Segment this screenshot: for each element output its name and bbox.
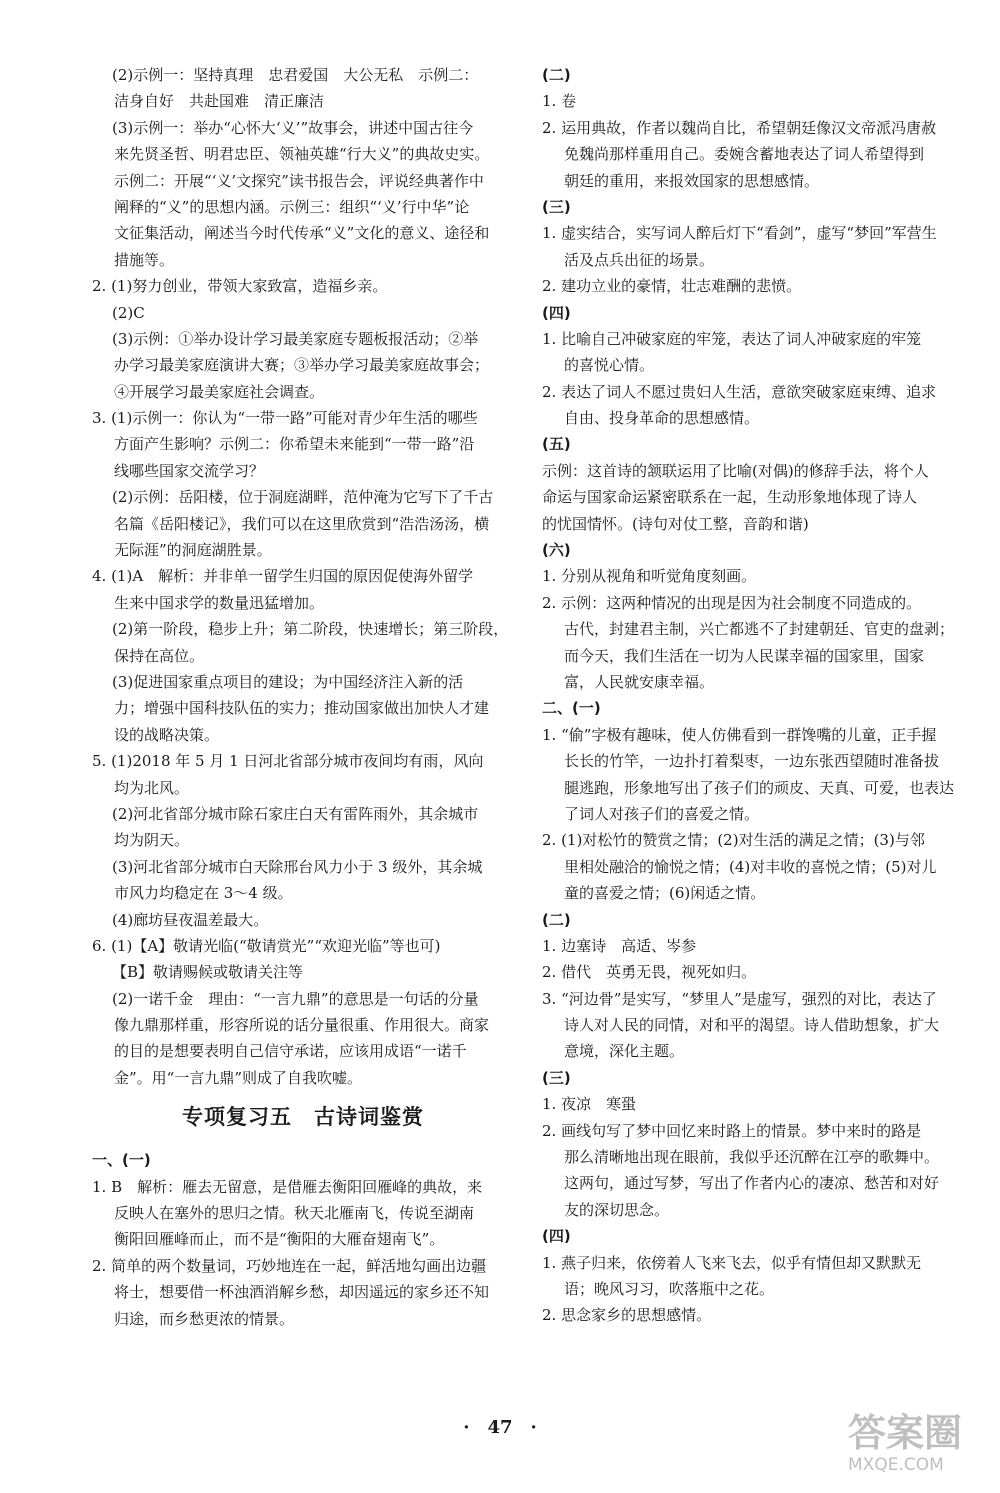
section-heading: (二) bbox=[542, 910, 571, 929]
text-line: 3. “河边骨”是实写，“梦里人”是虚写，强烈的对比，表达了 bbox=[542, 989, 937, 1008]
text-line: (3)河北省部分城市白天除邢台风力小于 3 级外，其余城 bbox=[112, 857, 483, 876]
text-line: 6. (1)【A】敬请光临(“敬请赏光”“欢迎光临”等也可) bbox=[92, 936, 441, 955]
text-line: 来先贤圣哲、明君忠臣、领袖英雄“行大义”的典故史实。 bbox=[114, 145, 490, 164]
watermark-logo bbox=[848, 1412, 988, 1480]
left-answer-lines bbox=[92, 62, 514, 1091]
text-line: 均为阴天。 bbox=[114, 831, 190, 850]
text-line: 里相处融洽的愉悦之情；(4)对丰收的喜悦之情；(5)对儿 bbox=[564, 857, 937, 876]
text-line: 示例：这首诗的颔联运用了比喻(对偶)的修辞手法，将个人 bbox=[542, 461, 929, 480]
text-line: 4. (1)A 解析：并非单一留学生归国的原因促使海外留学 bbox=[92, 567, 474, 586]
text-line: 2. 简单的两个数量词，巧妙地连在一起，鲜活地勾画出边疆 bbox=[92, 1256, 487, 1275]
text-line: 设的战略决策。 bbox=[114, 725, 220, 744]
text-line: 这两句，通过写梦，写出了作者内心的凄凉、愁苦和对好 bbox=[564, 1174, 940, 1193]
watermark-url: MXQE.COM bbox=[848, 1455, 944, 1475]
text-line: (2)示例一：坚持真理 忠君爱国 大公无私 示例二： bbox=[112, 66, 479, 84]
section-heading: 二、(一) bbox=[542, 699, 601, 718]
left-column bbox=[92, 62, 514, 1332]
text-line: (2)C bbox=[112, 303, 145, 322]
text-line: 像九鼎那样重，形容所说的话分量很重、作用很大。商家 bbox=[114, 1016, 490, 1035]
section-heading: (四) bbox=[542, 303, 571, 322]
text-line: 命运与国家命运紧密联系在一起，生动形象地体现了诗人 bbox=[542, 488, 918, 507]
text-line: 名篇《岳阳楼记》，我们可以在这里欣赏到“浩浩汤汤，横 bbox=[114, 514, 490, 533]
text-line: 【B】敬请赐候或敬请关注等 bbox=[112, 963, 304, 982]
section-heading: (五) bbox=[542, 435, 571, 454]
text-line: (2)一诺千金 理由：“一言九鼎”的意思是一句话的分量 bbox=[112, 989, 479, 1008]
text-line: 力；增强中国科技队伍的实力；推动国家做出加快人才建 bbox=[114, 699, 490, 718]
section-heading: (四) bbox=[542, 1227, 571, 1246]
text-line: 2. 运用典故，作者以魏尚自比，希望朝廷像汉文帝派冯唐赦 bbox=[542, 118, 937, 137]
text-line: (3)示例一：举办“心怀大‘义’”故事会，讲述中国古往今 bbox=[112, 118, 474, 137]
text-line: 归途，而乡愁更浓的情景。 bbox=[114, 1309, 295, 1328]
text-line: 方面产生影响？示例二：你希望未来能到“一带一路”沿 bbox=[114, 435, 475, 454]
text-line: 2. (1)对松竹的赞赏之情；(2)对生活的满足之情；(3)与邻 bbox=[542, 831, 925, 850]
section-heading: (三) bbox=[542, 1068, 571, 1087]
section-heading: (三) bbox=[542, 197, 571, 216]
section-heading: (六) bbox=[542, 541, 571, 560]
text-line: 2. (1)努力创业，带领大家致富，造福乡亲。 bbox=[92, 277, 388, 296]
text-line: 自由、投身革命的思想感情。 bbox=[564, 409, 760, 428]
text-line: 的喜悦心情。 bbox=[564, 356, 655, 375]
text-line: 衡阳回雁峰而止，而不是“衡阳的大雁奋翅南飞”。 bbox=[114, 1230, 445, 1249]
text-line: (2)河北省部分城市除石家庄白天有雷阵雨外，其余城市 bbox=[112, 804, 479, 823]
text-line: 长长的竹竿，一边扑打着梨枣，一边东张西望随时准备拔 bbox=[564, 752, 940, 771]
text-line: 友的深切思念。 bbox=[564, 1200, 670, 1219]
text-line: 无际涯”的洞庭湖胜景。 bbox=[114, 541, 272, 560]
text-line: 1. 卷 bbox=[542, 92, 577, 111]
text-line: 童的喜爱之情；(6)闲适之情。 bbox=[564, 884, 766, 903]
right-answer-lines bbox=[542, 62, 974, 1329]
text-line: 2. 思念家乡的思想感情。 bbox=[542, 1306, 712, 1325]
section-heading: 一、(一) bbox=[92, 1151, 151, 1170]
text-line: (2)第一阶段，稳步上升；第二阶段，快速增长；第三阶段， bbox=[112, 620, 509, 639]
text-line: 将士，想要借一杯浊酒消解乡愁，却因遥远的家乡还不知 bbox=[114, 1283, 490, 1302]
text-line: 1. 燕子归来，依傍着人飞来飞去，似乎有情但却又默默无 bbox=[542, 1253, 922, 1272]
text-line: (3)示例：①举办设计学习最美家庭专题板报活动；②举 bbox=[112, 329, 479, 348]
text-line: 市风力均稳定在 3～4 级。 bbox=[114, 884, 293, 903]
text-line: 古代，封建君主制，兴亡都逃不了封建朝廷、官吏的盘剥； bbox=[564, 620, 955, 639]
text-line: 示例二：开展“‘义’文探究”读书报告会，评说经典著作中 bbox=[114, 171, 484, 190]
text-line: 而今天，我们生活在一切为人民谋幸福的国家里，国家 bbox=[564, 646, 925, 665]
section-heading: (二) bbox=[542, 66, 571, 84]
text-line: 2. 建功立业的豪情，壮志难酬的悲愤。 bbox=[542, 277, 802, 296]
text-line: 的目的是想要表明自己信守承诺，应该用成语“一诺千 bbox=[114, 1042, 467, 1061]
text-line: 办学习最美家庭演讲大赛；③举办学习最美家庭故事会； bbox=[114, 356, 490, 375]
text-line: 阐释的“义”的思想内涵。示例三：组织“‘义’行中华”论 bbox=[114, 197, 470, 216]
right-column bbox=[542, 62, 974, 1329]
text-line: 保持在高位。 bbox=[114, 646, 205, 665]
text-line: 语；晚风习习，吹落瓶中之花。 bbox=[564, 1279, 775, 1298]
text-line: 2. 画线句写了梦中回忆来时路上的情景。梦中来时的路是 bbox=[542, 1121, 922, 1140]
text-line: 诗人对人民的同情，对和平的渴望。诗人借助想象，扩大 bbox=[564, 1016, 940, 1035]
text-line: 金”。用“一言九鼎”则成了自我吹嘘。 bbox=[114, 1068, 363, 1087]
text-line: 富，人民就安康幸福。 bbox=[564, 672, 715, 691]
text-line: 朝廷的重用，来报效国家的思想感情。 bbox=[564, 171, 820, 190]
text-line: 1. “偷”字极有趣味，使人仿佛看到一群馋嘴的儿童，正手握 bbox=[542, 725, 937, 744]
page-number: · 47 · bbox=[463, 1417, 537, 1438]
text-line: 均为北风。 bbox=[114, 778, 190, 797]
left-poetry-lines bbox=[92, 1147, 514, 1332]
text-line: 生来中国求学的数量迅猛增加。 bbox=[114, 593, 325, 612]
text-line: 5. (1)2018 年 5 月 1 日河北省部分城市夜间均有雨，风向 bbox=[92, 752, 484, 771]
text-line: 2. 示例：这两种情况的出现是因为社会制度不同造成的。 bbox=[542, 593, 922, 612]
text-line: 2. 表达了词人不愿过贵妇人生活，意欲突破家庭束缚、追求 bbox=[542, 382, 937, 401]
text-line: 1. 边塞诗 高适、岑参 bbox=[542, 936, 697, 955]
text-line: (4)廊坊昼夜温差最大。 bbox=[112, 910, 269, 929]
text-line: 1. B 解析：雁去无留意，是借雁去衡阳回雁峰的典故，来 bbox=[92, 1177, 483, 1196]
text-line: 1. 夜凉 寒蛩 bbox=[542, 1095, 637, 1114]
text-line: 措施等。 bbox=[114, 250, 175, 269]
text-line: 免魏尚那样重用自己。委婉含蓄地表达了词人希望得到 bbox=[564, 145, 925, 164]
text-line: 2. 借代 英勇无畏，视死如归。 bbox=[542, 963, 757, 982]
text-line: (2)示例：岳阳楼，位于洞庭湖畔，范仲淹为它写下了千古 bbox=[112, 488, 494, 507]
text-line: 1. 虚实结合，实写词人醉后灯下“看剑”，虚写“梦回”军营生 bbox=[542, 224, 937, 243]
section-title: 专项复习五 古诗词鉴赏 bbox=[182, 1105, 424, 1130]
text-line: 那么清晰地出现在眼前，我似乎还沉醉在江亭的歌舞中。 bbox=[564, 1148, 940, 1167]
text-line: 的忧国情怀。(诗句对仗工整，音韵和谐) bbox=[542, 514, 809, 533]
text-line: 洁身自好 共赴国难 清正廉洁 bbox=[114, 92, 325, 111]
text-line: 1. 比喻自己冲破家庭的牢笼，表达了词人冲破家庭的牢笼 bbox=[542, 329, 922, 348]
text-line: 1. 分别从视角和听觉角度刻画。 bbox=[542, 567, 757, 586]
text-line: 3. (1)示例一：你认为“一带一路”可能对青少年生活的哪些 bbox=[92, 409, 478, 428]
watermark-text: 答案圈 bbox=[848, 1411, 963, 1455]
text-line: 文征集活动，阐述当今时代传承“义”文化的意义、途径和 bbox=[114, 224, 490, 243]
text-line: ④开展学习最美家庭社会调查。 bbox=[114, 382, 325, 401]
text-line: 了词人对孩子们的喜爱之情。 bbox=[564, 804, 760, 823]
text-line: 意境，深化主题。 bbox=[564, 1042, 685, 1061]
text-line: 线哪些国家交流学习？ bbox=[114, 461, 265, 480]
text-line: 活及点兵出征的场景。 bbox=[564, 250, 715, 269]
text-line: (3)促进国家重点项目的建设；为中国经济注入新的活 bbox=[112, 672, 464, 691]
text-line: 反映人在塞外的思归之情。秋天北雁南飞，传说至湖南 bbox=[114, 1204, 475, 1223]
text-line: 腿逃跑，形象地写出了孩子们的顽皮、天真、可爱，也表达 bbox=[564, 778, 955, 797]
